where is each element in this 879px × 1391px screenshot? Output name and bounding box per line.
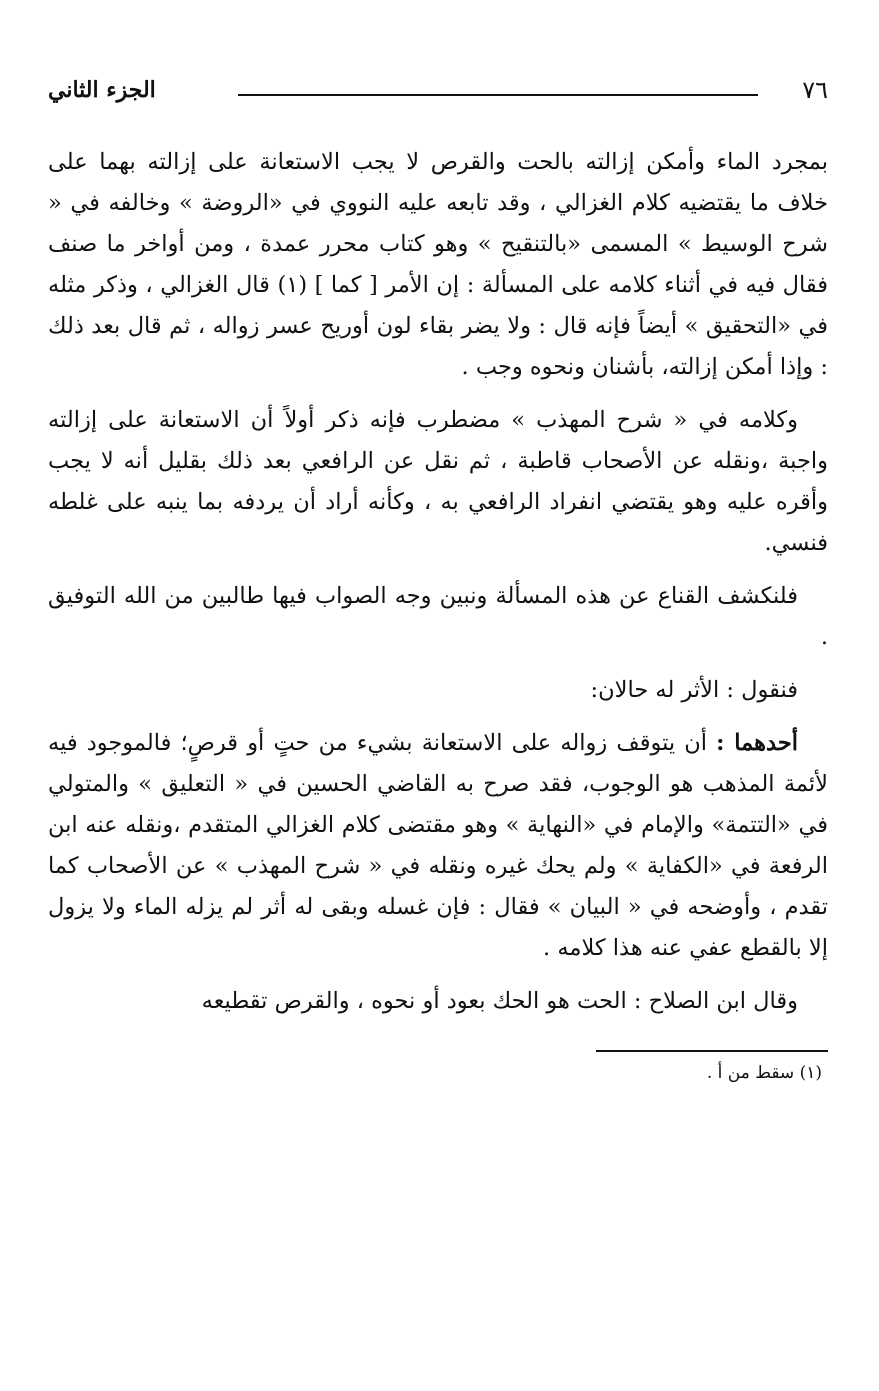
- page-number: ٧٦: [802, 76, 828, 104]
- paragraph-lead: أحدهما :: [716, 730, 798, 756]
- paragraph-text: وكلامه في « شرح المهذب » مضطرب فإنه ذكر أولاً أن الاستعانة على إزالته واجبة ،ونقله عن الأصحاب قاطبة ، ثم نقل عن الرافعي بعد ذلك بقليل أنه لا يجب وأقره عليه وهو يقتضي انفراد الرافعي به ، وكأنه أراد أن يردفه بما ينبه على غلطه فنسي.: [48, 407, 828, 556]
- paragraph: [48, 400, 828, 564]
- footnote-rule: [596, 1050, 828, 1052]
- page-header: [48, 70, 828, 110]
- book-page: [48, 70, 828, 1088]
- paragraph-text: أن يتوقف زواله على الاستعانة بشيء من حتٍ أو قرصٍ؛ فالموجود فيه لأئمة المذهب هو الوجوب، فقد صرح به القاضي الحسين في « التعليق » والمتولي في «التتمة» والإمام في «النهاية » وهو مقتضى كلام الغزالي المتقدم ،ونقله عنه ابن الرفعة في «الكفاية » ولم يحك غيره ونقله في « شرح المهذب » عن الأصحاب كما تقدم ، وأوضحه في « البيان » فقال : فإن غسله وبقى له أثر لم يزله الماء ولا يزول إلا بالقطع عفي عنه هذا كلامه .: [48, 730, 828, 961]
- paragraph: [48, 981, 828, 1022]
- running-title: الجزء الثاني: [48, 77, 156, 103]
- header-rule: [238, 94, 758, 96]
- paragraph: [48, 723, 828, 969]
- paragraph: [48, 576, 828, 658]
- body-text: [48, 142, 828, 1022]
- footnote: (١) سقط من أ .: [706, 1063, 822, 1083]
- paragraph-text: بمجرد الماء وأمكن إزالته بالحت والقرص لا يجب الاستعانة على إزالته بهما على خلاف ما يقتضيه كلام الغزالي ، وقد تابعه عليه النووي في «الروضة » وخالفه في « شرح الوسيط » المسمى «بالتنقيح » وهو كتاب محرر عمدة ، ومن أواخر ما صنف فقال فيه في أثناء كلامه على المسألة : إن الأمر [ كما ] (١) قال الغزالي ، وذكر مثله في «التحقيق » أيضاً فإنه قال : ولا يضر بقاء لون أوريح عسر زواله ، ثم قال بعد ذلك : وإذا أمكن إزالته، بأشنان ونحوه وجب .: [48, 149, 828, 380]
- paragraph-text: فنقول : الأثر له حالان:: [590, 677, 798, 703]
- paragraph-text: فلنكشف القناع عن هذه المسألة ونبين وجه الصواب فيها طالبين من الله التوفيق .: [48, 583, 828, 650]
- paragraph: [48, 142, 828, 388]
- paragraph: [48, 670, 828, 711]
- paragraph-text: وقال ابن الصلاح : الحت هو الحك بعود أو نحوه ، والقرص تقطيعه: [201, 988, 798, 1014]
